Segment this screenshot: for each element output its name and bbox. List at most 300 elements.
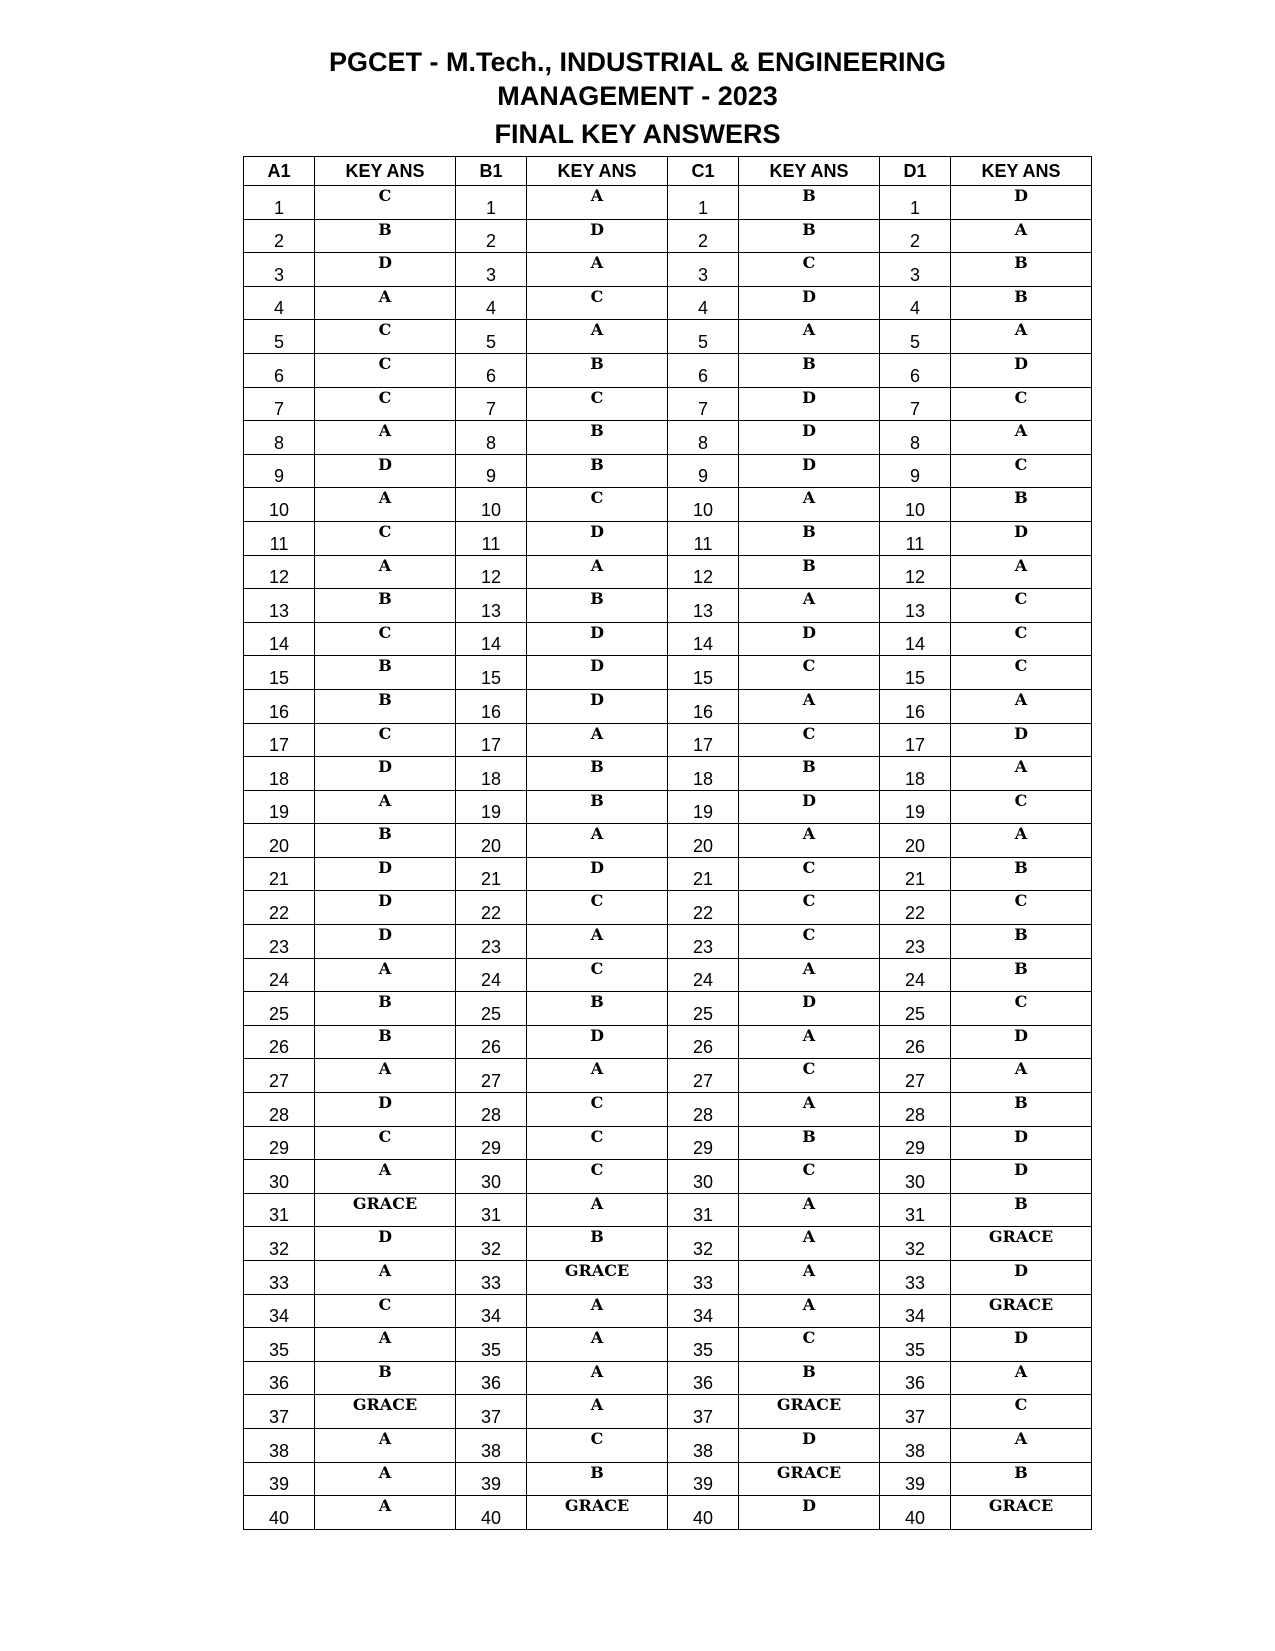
key-answer-c: C	[739, 891, 880, 925]
key-answer-d: C	[951, 992, 1092, 1026]
key-answer-a: D	[315, 925, 456, 959]
table-row	[244, 421, 1092, 455]
question-number-a: 15	[244, 656, 315, 690]
question-number-d: 10	[880, 488, 951, 522]
question-number-b: 34	[456, 1294, 527, 1328]
key-answer-d: D	[951, 186, 1092, 220]
table-row	[244, 891, 1092, 925]
table-row	[244, 1160, 1092, 1194]
question-number-a: 25	[244, 992, 315, 1026]
question-number-a: 39	[244, 1462, 315, 1496]
question-number-c: 31	[668, 1193, 739, 1227]
question-number-d: 27	[880, 1059, 951, 1093]
key-answer-b: B	[527, 421, 668, 455]
key-answer-a: A	[315, 790, 456, 824]
question-number-a: 18	[244, 757, 315, 791]
question-number-b: 15	[456, 656, 527, 690]
key-answer-b: D	[527, 219, 668, 253]
key-answer-d: C	[951, 790, 1092, 824]
key-answer-c: B	[739, 757, 880, 791]
key-answer-c: B	[739, 555, 880, 589]
question-number-d: 7	[880, 387, 951, 421]
question-number-c: 25	[668, 992, 739, 1026]
question-number-a: 10	[244, 488, 315, 522]
question-number-b: 2	[456, 219, 527, 253]
key-answer-a: B	[315, 824, 456, 858]
question-number-c: 15	[668, 656, 739, 690]
key-answer-a: C	[315, 723, 456, 757]
question-number-c: 18	[668, 757, 739, 791]
key-answer-b: C	[527, 488, 668, 522]
key-answer-c: A	[739, 1025, 880, 1059]
key-answer-c: GRACE	[739, 1395, 880, 1429]
key-answer-b: A	[527, 824, 668, 858]
key-answer-b: GRACE	[527, 1496, 668, 1530]
key-answer-a: C	[315, 622, 456, 656]
question-number-b: 5	[456, 320, 527, 354]
question-number-b: 1	[456, 186, 527, 220]
question-number-b: 23	[456, 925, 527, 959]
key-answer-a: D	[315, 454, 456, 488]
question-number-a: 31	[244, 1193, 315, 1227]
key-answer-c: D	[739, 1428, 880, 1462]
question-number-c: 30	[668, 1160, 739, 1194]
question-number-b: 22	[456, 891, 527, 925]
question-number-b: 10	[456, 488, 527, 522]
key-answer-b: D	[527, 622, 668, 656]
key-answer-a: C	[315, 353, 456, 387]
key-answer-c: D	[739, 421, 880, 455]
key-answer-a: B	[315, 1361, 456, 1395]
question-number-c: 28	[668, 1093, 739, 1127]
table-row	[244, 1093, 1092, 1127]
key-answer-d: D	[951, 353, 1092, 387]
question-number-d: 8	[880, 421, 951, 455]
question-number-b: 13	[456, 589, 527, 623]
question-number-b: 39	[456, 1462, 527, 1496]
question-number-a: 20	[244, 824, 315, 858]
question-number-a: 2	[244, 219, 315, 253]
question-number-b: 29	[456, 1126, 527, 1160]
key-answer-a: C	[315, 186, 456, 220]
question-number-a: 38	[244, 1428, 315, 1462]
table-row	[244, 1261, 1092, 1295]
question-number-d: 23	[880, 925, 951, 959]
question-number-d: 32	[880, 1227, 951, 1261]
key-answer-b: C	[527, 891, 668, 925]
key-answer-c: A	[739, 1093, 880, 1127]
question-number-a: 37	[244, 1395, 315, 1429]
key-answer-a: A	[315, 1160, 456, 1194]
key-answer-d: B	[951, 925, 1092, 959]
question-number-a: 4	[244, 286, 315, 320]
key-answer-d: D	[951, 1025, 1092, 1059]
key-answer-a: D	[315, 891, 456, 925]
question-number-d: 14	[880, 622, 951, 656]
question-number-a: 21	[244, 857, 315, 891]
question-number-b: 9	[456, 454, 527, 488]
question-number-b: 38	[456, 1428, 527, 1462]
key-answer-c: B	[739, 353, 880, 387]
question-number-c: 10	[668, 488, 739, 522]
key-answer-d: C	[951, 656, 1092, 690]
key-answer-a: A	[315, 1496, 456, 1530]
key-answer-c: B	[739, 186, 880, 220]
table-row	[244, 1328, 1092, 1362]
question-number-c: 29	[668, 1126, 739, 1160]
document-subtitle: FINAL KEY ANSWERS	[494, 119, 781, 149]
key-answer-b: C	[527, 387, 668, 421]
question-number-b: 33	[456, 1261, 527, 1295]
question-number-b: 26	[456, 1025, 527, 1059]
question-number-d: 4	[880, 286, 951, 320]
question-number-c: 26	[668, 1025, 739, 1059]
question-number-d: 26	[880, 1025, 951, 1059]
key-answer-d: B	[951, 1462, 1092, 1496]
key-answer-c: D	[739, 622, 880, 656]
table-row	[244, 689, 1092, 723]
table-row	[244, 723, 1092, 757]
key-answer-b: C	[527, 1093, 668, 1127]
key-answer-a: B	[315, 656, 456, 690]
question-number-d: 21	[880, 857, 951, 891]
key-answer-d: A	[951, 1361, 1092, 1395]
question-number-d: 40	[880, 1496, 951, 1530]
table-row	[244, 925, 1092, 959]
key-answer-b: A	[527, 1193, 668, 1227]
key-answer-c: B	[739, 521, 880, 555]
table-row	[244, 1462, 1092, 1496]
key-answer-b: A	[527, 1328, 668, 1362]
key-answer-a: B	[315, 589, 456, 623]
key-answer-b: D	[527, 1025, 668, 1059]
key-answer-a: C	[315, 1126, 456, 1160]
question-number-a: 34	[244, 1294, 315, 1328]
key-answer-c: C	[739, 1059, 880, 1093]
question-number-c: 36	[668, 1361, 739, 1395]
question-number-b: 40	[456, 1496, 527, 1530]
key-answer-d: D	[951, 723, 1092, 757]
question-number-a: 1	[244, 186, 315, 220]
key-answer-a: D	[315, 253, 456, 287]
question-number-c: 35	[668, 1328, 739, 1362]
key-answer-a: D	[315, 1093, 456, 1127]
question-number-a: 40	[244, 1496, 315, 1530]
table-row	[244, 488, 1092, 522]
key-answer-d: A	[951, 824, 1092, 858]
key-answer-b: A	[527, 1395, 668, 1429]
question-number-d: 38	[880, 1428, 951, 1462]
key-answer-a: A	[315, 286, 456, 320]
key-answer-d: GRACE	[951, 1294, 1092, 1328]
key-answer-a: B	[315, 689, 456, 723]
key-answer-b: D	[527, 656, 668, 690]
question-number-c: 40	[668, 1496, 739, 1530]
question-number-c: 38	[668, 1428, 739, 1462]
question-number-c: 11	[668, 521, 739, 555]
question-number-a: 22	[244, 891, 315, 925]
key-answer-d: GRACE	[951, 1496, 1092, 1530]
key-answer-d: D	[951, 521, 1092, 555]
question-number-b: 20	[456, 824, 527, 858]
question-number-b: 37	[456, 1395, 527, 1429]
key-answer-a: A	[315, 958, 456, 992]
question-number-b: 3	[456, 253, 527, 287]
key-answer-b: C	[527, 286, 668, 320]
table-row	[244, 790, 1092, 824]
question-number-c: 1	[668, 186, 739, 220]
question-number-c: 20	[668, 824, 739, 858]
question-number-b: 4	[456, 286, 527, 320]
key-answer-c: B	[739, 1361, 880, 1395]
key-answer-b: D	[527, 857, 668, 891]
key-answer-d: C	[951, 1395, 1092, 1429]
question-number-b: 31	[456, 1193, 527, 1227]
question-number-d: 22	[880, 891, 951, 925]
question-number-c: 23	[668, 925, 739, 959]
key-answer-a: B	[315, 992, 456, 1026]
key-answer-a: A	[315, 1428, 456, 1462]
table-row	[244, 824, 1092, 858]
table-row	[244, 521, 1092, 555]
key-answer-c: C	[739, 925, 880, 959]
question-number-d: 35	[880, 1328, 951, 1362]
document-title-line-2: MANAGEMENT - 2023	[497, 81, 778, 111]
question-number-c: 4	[668, 286, 739, 320]
key-answer-b: A	[527, 1361, 668, 1395]
question-number-b: 24	[456, 958, 527, 992]
table-row	[244, 992, 1092, 1026]
question-number-d: 13	[880, 589, 951, 623]
question-number-b: 11	[456, 521, 527, 555]
question-number-b: 16	[456, 689, 527, 723]
question-number-d: 30	[880, 1160, 951, 1194]
key-answer-c: A	[739, 1227, 880, 1261]
key-answer-b: A	[527, 1294, 668, 1328]
key-answer-d: B	[951, 488, 1092, 522]
question-number-a: 27	[244, 1059, 315, 1093]
question-number-a: 32	[244, 1227, 315, 1261]
question-number-a: 7	[244, 387, 315, 421]
key-answer-a: B	[315, 219, 456, 253]
table-row	[244, 1361, 1092, 1395]
key-answer-c: D	[739, 286, 880, 320]
key-answer-d: B	[951, 253, 1092, 287]
question-number-b: 21	[456, 857, 527, 891]
key-answer-d: B	[951, 857, 1092, 891]
key-answer-c: C	[739, 1160, 880, 1194]
key-answer-a: A	[315, 421, 456, 455]
question-number-c: 8	[668, 421, 739, 455]
question-number-a: 36	[244, 1361, 315, 1395]
question-number-d: 34	[880, 1294, 951, 1328]
key-answer-a: C	[315, 521, 456, 555]
key-answer-c: D	[739, 790, 880, 824]
question-number-d: 28	[880, 1093, 951, 1127]
table-body	[244, 186, 1092, 1530]
question-number-a: 23	[244, 925, 315, 959]
question-number-d: 29	[880, 1126, 951, 1160]
key-answer-a: D	[315, 757, 456, 791]
header-d1: D1	[880, 157, 951, 186]
table-row	[244, 857, 1092, 891]
question-number-c: 7	[668, 387, 739, 421]
key-answer-c: B	[739, 1126, 880, 1160]
key-answer-c: A	[739, 488, 880, 522]
table-row	[244, 1193, 1092, 1227]
question-number-a: 5	[244, 320, 315, 354]
question-number-a: 14	[244, 622, 315, 656]
question-number-d: 16	[880, 689, 951, 723]
key-answer-b: B	[527, 790, 668, 824]
key-answer-b: B	[527, 1227, 668, 1261]
table-row	[244, 1059, 1092, 1093]
question-number-c: 37	[668, 1395, 739, 1429]
question-number-d: 36	[880, 1361, 951, 1395]
header-key-ans-c: KEY ANS	[739, 157, 880, 186]
question-number-a: 17	[244, 723, 315, 757]
question-number-d: 6	[880, 353, 951, 387]
key-answer-b: A	[527, 1059, 668, 1093]
question-number-c: 22	[668, 891, 739, 925]
question-number-a: 12	[244, 555, 315, 589]
question-number-c: 19	[668, 790, 739, 824]
key-answer-a: GRACE	[315, 1395, 456, 1429]
key-answer-d: GRACE	[951, 1227, 1092, 1261]
document-title-line-1: PGCET - M.Tech., INDUSTRIAL & ENGINEERING	[328, 47, 947, 77]
key-answer-a: C	[315, 320, 456, 354]
question-number-a: 16	[244, 689, 315, 723]
key-answer-a: A	[315, 555, 456, 589]
key-answer-a: A	[315, 488, 456, 522]
question-number-a: 29	[244, 1126, 315, 1160]
key-answer-d: A	[951, 1428, 1092, 1462]
key-answer-b: B	[527, 454, 668, 488]
key-answer-c: A	[739, 1193, 880, 1227]
question-number-c: 14	[668, 622, 739, 656]
key-answer-c: C	[739, 253, 880, 287]
key-answer-b: C	[527, 1126, 668, 1160]
key-answer-b: A	[527, 186, 668, 220]
key-answer-a: C	[315, 387, 456, 421]
question-number-d: 31	[880, 1193, 951, 1227]
table-row	[244, 1496, 1092, 1530]
question-number-d: 33	[880, 1261, 951, 1295]
key-answer-c: D	[739, 387, 880, 421]
table-row	[244, 353, 1092, 387]
key-answer-b: C	[527, 1428, 668, 1462]
question-number-d: 1	[880, 186, 951, 220]
table-row	[244, 454, 1092, 488]
question-number-c: 3	[668, 253, 739, 287]
key-answer-d: B	[951, 1193, 1092, 1227]
question-number-b: 36	[456, 1361, 527, 1395]
key-answer-c: A	[739, 824, 880, 858]
question-number-d: 18	[880, 757, 951, 791]
table-row	[244, 320, 1092, 354]
question-number-b: 27	[456, 1059, 527, 1093]
key-answer-d: D	[951, 1328, 1092, 1362]
key-answer-a: A	[315, 1328, 456, 1362]
key-answer-b: B	[527, 589, 668, 623]
question-number-d: 20	[880, 824, 951, 858]
key-answer-c: D	[739, 1496, 880, 1530]
key-answer-b: B	[527, 992, 668, 1026]
table-row	[244, 1126, 1092, 1160]
question-number-c: 9	[668, 454, 739, 488]
question-number-c: 27	[668, 1059, 739, 1093]
key-answer-c: A	[739, 958, 880, 992]
key-answer-c: D	[739, 992, 880, 1026]
key-answer-d: C	[951, 454, 1092, 488]
question-number-c: 39	[668, 1462, 739, 1496]
question-number-c: 13	[668, 589, 739, 623]
header-key-ans-b: KEY ANS	[527, 157, 668, 186]
question-number-b: 25	[456, 992, 527, 1026]
answer-key-table	[243, 156, 1092, 1530]
key-answer-a: B	[315, 1025, 456, 1059]
table-row	[244, 253, 1092, 287]
key-answer-b: GRACE	[527, 1261, 668, 1295]
question-number-b: 19	[456, 790, 527, 824]
question-number-c: 16	[668, 689, 739, 723]
key-answer-c: A	[739, 320, 880, 354]
key-answer-d: A	[951, 689, 1092, 723]
key-answer-b: A	[527, 253, 668, 287]
table-row	[244, 1294, 1092, 1328]
key-answer-d: A	[951, 1059, 1092, 1093]
question-number-a: 3	[244, 253, 315, 287]
question-number-d: 2	[880, 219, 951, 253]
key-answer-c: A	[739, 689, 880, 723]
question-number-d: 3	[880, 253, 951, 287]
key-answer-a: C	[315, 1294, 456, 1328]
question-number-d: 37	[880, 1395, 951, 1429]
question-number-b: 7	[456, 387, 527, 421]
question-number-a: 28	[244, 1093, 315, 1127]
key-answer-b: D	[527, 521, 668, 555]
key-answer-a: GRACE	[315, 1193, 456, 1227]
header-key-ans-d: KEY ANS	[951, 157, 1092, 186]
question-number-b: 30	[456, 1160, 527, 1194]
key-answer-b: A	[527, 320, 668, 354]
table-row	[244, 757, 1092, 791]
key-answer-a: A	[315, 1462, 456, 1496]
key-answer-c: B	[739, 219, 880, 253]
key-answer-d: B	[951, 286, 1092, 320]
header-c1: C1	[668, 157, 739, 186]
table-row	[244, 186, 1092, 220]
table-row	[244, 1227, 1092, 1261]
question-number-a: 11	[244, 521, 315, 555]
question-number-d: 5	[880, 320, 951, 354]
question-number-a: 6	[244, 353, 315, 387]
key-answer-d: D	[951, 1160, 1092, 1194]
key-answer-a: A	[315, 1059, 456, 1093]
header-a1: A1	[244, 157, 315, 186]
question-number-b: 17	[456, 723, 527, 757]
key-answer-a: A	[315, 1261, 456, 1295]
question-number-a: 26	[244, 1025, 315, 1059]
key-answer-c: A	[739, 1294, 880, 1328]
key-answer-d: B	[951, 958, 1092, 992]
key-answer-c: C	[739, 857, 880, 891]
key-answer-d: A	[951, 421, 1092, 455]
key-answer-b: C	[527, 1160, 668, 1194]
key-answer-d: A	[951, 555, 1092, 589]
key-answer-a: D	[315, 1227, 456, 1261]
question-number-c: 17	[668, 723, 739, 757]
